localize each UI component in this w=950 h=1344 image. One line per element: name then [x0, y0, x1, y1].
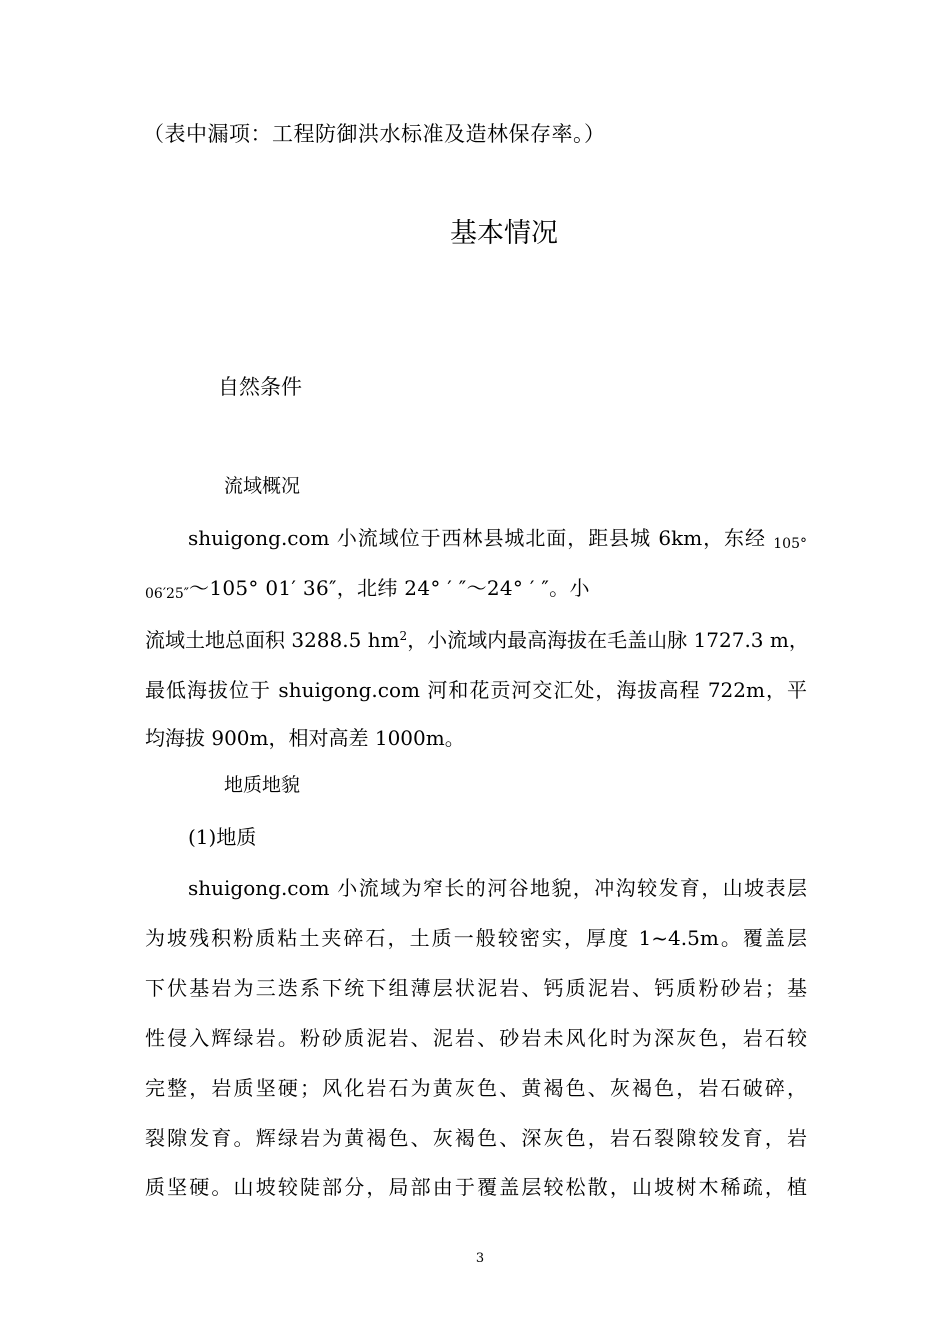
paragraph-line: 为坡残积粉质粘土夹碎石，土质一般较密实，厚度 1~4.5m。覆盖层: [145, 926, 807, 950]
paragraph-line: 质坚硬。山坡较陡部分，局部由于覆盖层较松散，山坡树木稀疏，植: [145, 1175, 807, 1199]
paragraph-line: 下伏基岩为三迭系下统下组薄层状泥岩、钙质泥岩、钙质粉砂岩；基: [145, 976, 807, 1000]
section-heading: 自然条件: [218, 375, 302, 399]
paragraph-line: [188, 522, 807, 552]
paragraph-line: [145, 572, 807, 602]
paragraph-line: [145, 624, 807, 653]
text-run: ～105° 01′ 36″，北纬 24° ′ ″～24° ′ ″。小: [189, 576, 590, 600]
item-label: (1)地质: [188, 825, 257, 849]
paragraph-line: 裂隙发育。辉绿岩为黄褐色、灰褐色、深灰色，岩石裂隙较发育，岩: [145, 1126, 807, 1150]
superscript: 2: [399, 629, 408, 643]
page-number: 3: [475, 1251, 485, 1266]
text-run: ，小流域内最高海拔在毛盖山脉 1727.3 m，: [407, 628, 809, 652]
paragraph-line: 最低海拔位于 shuigong.com 河和花贡河交汇处，海拔高程 722m，平: [145, 678, 807, 702]
subsection-heading-watershed: 流域概况: [224, 475, 301, 497]
coordinate-fragment: 105°: [773, 536, 807, 552]
text-run: shuigong.com 小流域位于西林县城北面，距县城 6km，东经: [188, 526, 774, 550]
subsection-heading-geology: 地质地貌: [224, 774, 301, 796]
paragraph-line: 完整，岩质坚硬；风化岩石为黄灰色、黄褐色、灰褐色，岩石破碎，: [145, 1076, 807, 1100]
coordinate-fragment: 06′25″: [145, 586, 190, 602]
paragraph-line: shuigong.com 小流域为窄长的河谷地貌，冲沟较发育，山坡表层: [188, 876, 807, 900]
paragraph-line: 性侵入辉绿岩。粉砂质泥岩、泥岩、砂岩未风化时为深灰色，岩石较: [145, 1026, 807, 1050]
page-title: 基本情况: [450, 218, 558, 249]
paragraph-line: 均海拔 900m，相对高差 1000m。: [145, 726, 465, 750]
omission-note: （表中漏项：工程防御洪水标准及造林保存率。）: [143, 122, 606, 146]
text-run: 流域土地总面积 3288.5 hm: [145, 628, 400, 652]
